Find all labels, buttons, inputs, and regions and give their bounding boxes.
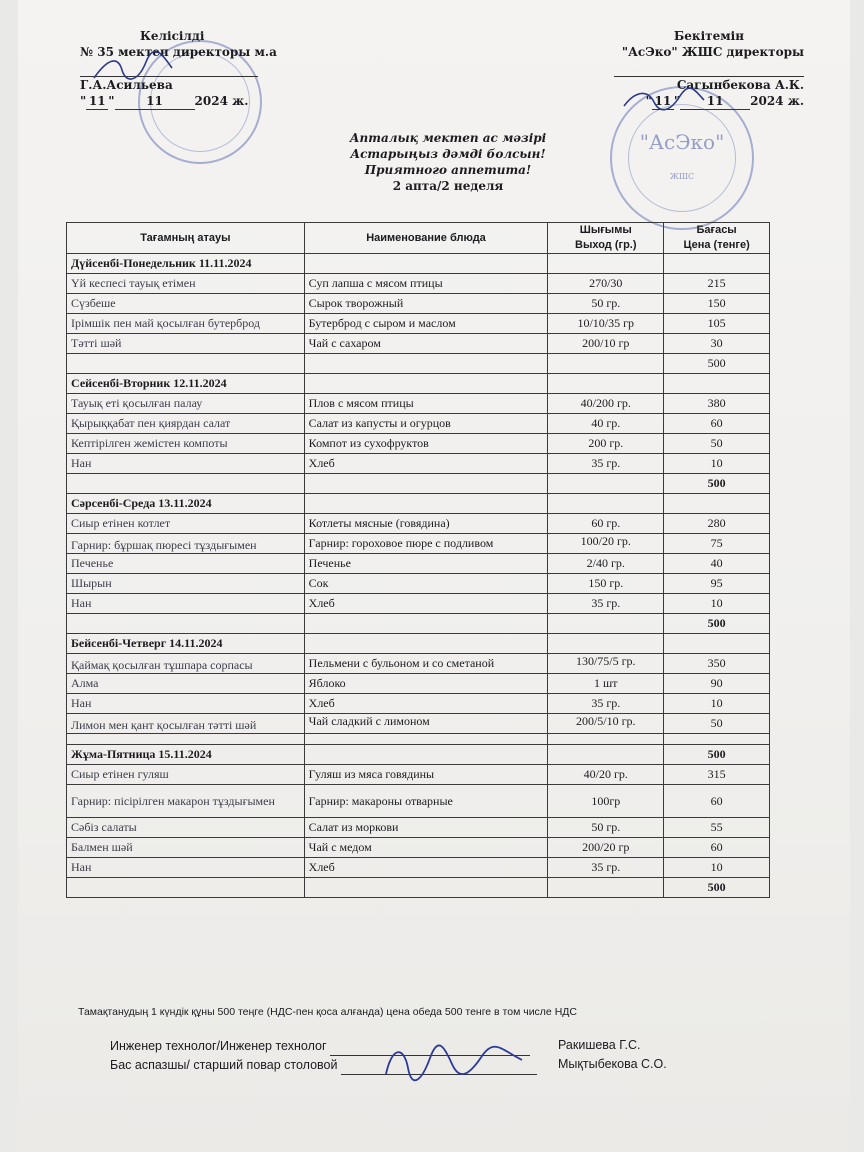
dish-output: 130/75/5 гр.	[548, 654, 664, 674]
dish-price: 50	[664, 714, 770, 734]
dish-ru: Сок	[304, 574, 548, 594]
day-title: Сейсенбі-Вторник 12.11.2024	[67, 374, 305, 394]
day-total: 500	[664, 474, 770, 494]
title-line-1: Апталық мектеп ас мәзірі	[349, 131, 547, 145]
day-total-row	[67, 474, 770, 494]
dish-kz: Нан	[67, 454, 305, 474]
table-row	[67, 514, 770, 534]
dish-ru: Компот из сухофруктов	[304, 434, 548, 454]
approval-right: Бекітемін "АсЭко" ЖШС директоры Сагынбекова А.К. " 11 " 11 2024 ж.	[564, 28, 804, 110]
day-total-row	[67, 734, 770, 745]
dish-price: 55	[664, 818, 770, 838]
day-total: 500	[664, 614, 770, 634]
table-row	[67, 274, 770, 294]
day-header-row	[67, 374, 770, 394]
signer-role: Бас аспазшы/ старший повар столовой	[110, 1058, 338, 1072]
signer-role: Инженер технолог/Инженер технолог	[110, 1039, 327, 1053]
dish-price: 30	[664, 334, 770, 354]
dish-price: 315	[664, 765, 770, 785]
table-row	[67, 314, 770, 334]
day-total-row	[67, 354, 770, 374]
dish-output: 50 гр.	[548, 818, 664, 838]
menu-table	[66, 222, 770, 898]
dish-ru: Яблоко	[304, 674, 548, 694]
dish-price: 95	[664, 574, 770, 594]
dish-output: 100/20 гр.	[548, 534, 664, 554]
dish-ru: Гарнир: макароны отварные	[304, 785, 548, 818]
table-row	[67, 454, 770, 474]
company-seal-sub: ЖШС	[669, 172, 695, 181]
dish-kz: Гарнир: бұршақ пюресі тұздығымен	[67, 534, 305, 554]
dish-kz: Қырыққабат пен қиярдан салат	[67, 414, 305, 434]
title-line-3: Приятного аппетита!	[364, 163, 532, 177]
dish-output: 10/10/35 гр	[548, 314, 664, 334]
dish-kz: Балмен шәй	[67, 838, 305, 858]
signer-name: Мықтыбекова С.О.	[558, 1057, 667, 1071]
dish-kz: Алма	[67, 674, 305, 694]
dish-ru: Чай с медом	[304, 838, 548, 858]
col-header-output-ru: Выход (гр.)	[575, 239, 637, 251]
day-total: 500	[664, 354, 770, 374]
dish-kz: Гарнир: пісірілген макарон тұздығымен	[67, 785, 305, 818]
dish-ru: Салат из моркови	[304, 818, 548, 838]
approval-left-position: № 35 мектеп директоры м.а	[80, 45, 277, 59]
col-header-kz-name: Тағамның атауы	[67, 223, 305, 254]
table-row	[67, 818, 770, 838]
table-row	[67, 785, 770, 818]
dish-ru: Суп лапша с мясом птицы	[304, 274, 548, 294]
dish-ru: Пельмени с бульоном и со сметаной	[304, 654, 548, 674]
dish-output: 200/5/10 гр.	[548, 714, 664, 734]
table-row	[67, 765, 770, 785]
dish-price: 60	[664, 414, 770, 434]
dish-ru: Хлеб	[304, 594, 548, 614]
day-total-row	[67, 878, 770, 898]
col-header-output	[548, 223, 664, 254]
day-title: Бейсенбі-Четверг 14.11.2024	[67, 634, 305, 654]
dish-output: 35 гр.	[548, 594, 664, 614]
dish-price: 280	[664, 514, 770, 534]
day-title: Жұма-Пятница 15.11.2024	[67, 745, 305, 765]
table-row	[67, 858, 770, 878]
dish-price: 50	[664, 434, 770, 454]
day-total: 500	[664, 745, 770, 765]
day-header-row	[67, 254, 770, 274]
title-line-4: 2 апта/2 неделя	[392, 179, 504, 193]
company-seal-text: "АсЭко"	[639, 130, 725, 154]
day-title: Дүйсенбі-Понедельник 11.11.2024	[67, 254, 305, 274]
approval-left-month: 11	[115, 93, 195, 110]
dish-ru: Котлеты мясные (говядина)	[304, 514, 548, 534]
table-row	[67, 414, 770, 434]
dish-output: 200 гр.	[548, 434, 664, 454]
dish-price: 380	[664, 394, 770, 414]
approval-right-position: "АсЭко" ЖШС директоры	[621, 45, 804, 59]
col-header-price	[664, 223, 770, 254]
approval-left: Келісілді № 35 мектеп директоры м.а Г.А.Асильева " 11 " 11 2024 ж.	[80, 28, 320, 110]
dish-output: 1 шт	[548, 674, 664, 694]
signer-name: Ракишева Г.С.	[558, 1038, 641, 1052]
dish-kz: Сүзбеше	[67, 294, 305, 314]
dish-price: 10	[664, 454, 770, 474]
approval-left-status: Келісілді	[140, 29, 205, 43]
table-row	[67, 554, 770, 574]
dish-ru: Хлеб	[304, 858, 548, 878]
dish-kz: Үй кеспесі тауық етімен	[67, 274, 305, 294]
approval-left-day: 11	[86, 93, 108, 110]
dish-ru: Гуляш из мяса говядины	[304, 765, 548, 785]
dish-price: 350	[664, 654, 770, 674]
dish-output: 35 гр.	[548, 858, 664, 878]
dish-output: 35 гр.	[548, 454, 664, 474]
dish-ru: Хлеб	[304, 694, 548, 714]
dish-kz: Қаймақ қосылған тұшпара сорпасы	[67, 654, 305, 674]
dish-kz: Сиыр етінен котлет	[67, 514, 305, 534]
table-row	[67, 534, 770, 554]
dish-output: 200/20 гр	[548, 838, 664, 858]
day-total-row	[67, 614, 770, 634]
dish-ru: Плов с мясом птицы	[304, 394, 548, 414]
approval-right-name: Сагынбекова А.К.	[676, 78, 804, 92]
dish-ru: Печенье	[304, 554, 548, 574]
dish-price: 105	[664, 314, 770, 334]
menu-title	[318, 130, 578, 194]
table-row	[67, 674, 770, 694]
table-row	[67, 654, 770, 674]
dish-kz: Ірімшік пен май қосылған бутерброд	[67, 314, 305, 334]
table-row	[67, 714, 770, 734]
dish-price: 60	[664, 785, 770, 818]
table-row	[67, 294, 770, 314]
cook-signature	[378, 1040, 528, 1084]
approval-left-name: Г.А.Асильева	[80, 78, 173, 92]
price-footnote: Тамақтанудың 1 күндік құны 500 теңге (НДС-пен қоса алғанда) цена обеда 500 тенге в том числе НДС	[78, 1006, 577, 1018]
dish-ru: Салат из капусты и огурцов	[304, 414, 548, 434]
dish-price: 215	[664, 274, 770, 294]
dish-output: 200/10 гр	[548, 334, 664, 354]
dish-ru: Хлеб	[304, 454, 548, 474]
document-page	[18, 0, 850, 1152]
approval-right-year: 2024 ж.	[750, 94, 804, 108]
dish-kz: Нан	[67, 858, 305, 878]
dish-ru: Чай с сахаром	[304, 334, 548, 354]
dish-kz: Сиыр етінен гуляш	[67, 765, 305, 785]
dish-price: 75	[664, 534, 770, 554]
dish-output: 270/30	[548, 274, 664, 294]
approval-left-year: 2024 ж.	[194, 94, 249, 108]
col-header-price-kz: Бағасы	[696, 224, 737, 236]
dish-ru: Гарнир: гороховое пюре с подливом	[304, 534, 548, 554]
table-row	[67, 594, 770, 614]
approval-right-day: 11	[652, 93, 674, 110]
dish-output: 60 гр.	[548, 514, 664, 534]
dish-price: 10	[664, 858, 770, 878]
day-header-row	[67, 634, 770, 654]
dish-output: 35 гр.	[548, 694, 664, 714]
dish-kz: Тауық еті қосылған палау	[67, 394, 305, 414]
table-row	[67, 838, 770, 858]
col-header-ru-name: Наименование блюда	[304, 223, 548, 254]
dish-kz: Печенье	[67, 554, 305, 574]
day-header-row	[67, 745, 770, 765]
dish-kz: Тәтті шәй	[67, 334, 305, 354]
dish-output: 40/20 гр.	[548, 765, 664, 785]
dish-ru: Чай сладкий с лимоном	[304, 714, 548, 734]
dish-price: 150	[664, 294, 770, 314]
dish-kz: Кептірілген жемістен компоты	[67, 434, 305, 454]
dish-output: 50 гр.	[548, 294, 664, 314]
day-total: 500	[664, 878, 770, 898]
dish-output: 40 гр.	[548, 414, 664, 434]
dish-price: 10	[664, 694, 770, 714]
dish-price: 10	[664, 594, 770, 614]
dish-kz: Шырын	[67, 574, 305, 594]
approval-right-status: Бекітемін	[674, 29, 744, 43]
day-title: Сәрсенбі-Среда 13.11.2024	[67, 494, 305, 514]
right-signature	[618, 86, 708, 116]
table-row	[67, 694, 770, 714]
dish-output: 100гр	[548, 785, 664, 818]
dish-output: 2/40 гр.	[548, 554, 664, 574]
day-header-row	[67, 494, 770, 514]
approval-right-month: 11	[680, 93, 750, 110]
table-row	[67, 394, 770, 414]
col-header-price-ru: Цена (тенге)	[683, 239, 750, 251]
dish-price: 60	[664, 838, 770, 858]
dish-kz: Нан	[67, 594, 305, 614]
table-row	[67, 574, 770, 594]
dish-kz: Сәбіз салаты	[67, 818, 305, 838]
table-row	[67, 334, 770, 354]
col-header-output-kz: Шығымы	[579, 224, 632, 236]
title-line-2: Астарыңыз дәмді болсын!	[350, 147, 546, 161]
dish-kz: Нан	[67, 694, 305, 714]
dish-ru: Бутерброд с сыром и маслом	[304, 314, 548, 334]
dish-price: 90	[664, 674, 770, 694]
dish-ru: Сырок творожный	[304, 294, 548, 314]
dish-output: 150 гр.	[548, 574, 664, 594]
left-signature	[88, 48, 178, 88]
dish-kz: Лимон мен қант қосылған тәтті шәй	[67, 714, 305, 734]
dish-output: 40/200 гр.	[548, 394, 664, 414]
table-row	[67, 434, 770, 454]
dish-price: 40	[664, 554, 770, 574]
